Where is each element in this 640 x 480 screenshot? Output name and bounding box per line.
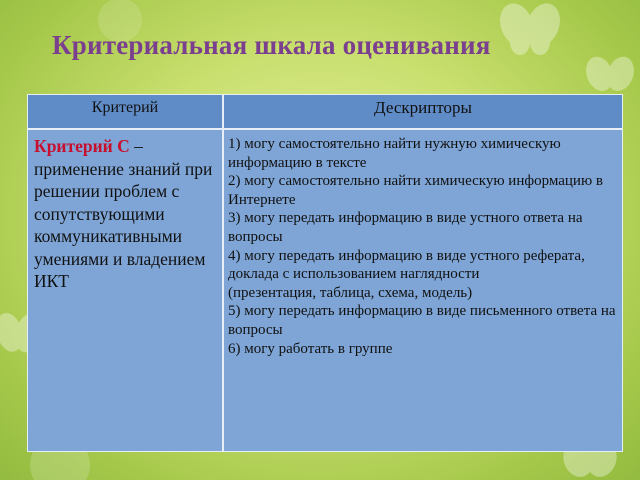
header-descriptors: Дескрипторы — [224, 95, 622, 128]
criterion-text: – применение знаний при решении проблем с сопутствующими коммуникативными умениями и владением ИКТ — [34, 136, 213, 291]
page-title: Критериальная шкала оценивания — [52, 30, 491, 60]
descriptor-item: 1) могу самостоятельно найти нужную химическую информацию в тексте — [228, 136, 561, 171]
descriptor-item: 2) могу самостоятельно найти химическую информацию в Интернете — [228, 173, 603, 208]
descriptors-cell — [228, 135, 620, 358]
descriptor-item: 4) могу передать информацию в виде устного реферата, доклада с использованием наглядности — [228, 247, 585, 283]
descriptor-item: 3) могу передать информацию в виде устного ответа на вопросы — [228, 210, 583, 245]
descriptor-item: (презентация, таблица, схема, модель) — [228, 284, 473, 301]
header-divider — [28, 128, 622, 130]
header-criterion: Критерий — [28, 95, 222, 128]
descriptor-item: 6) могу работать в группе — [228, 340, 393, 357]
criterion-cell — [34, 135, 222, 293]
criterion-name: Критерий С — [34, 136, 130, 156]
criteria-table — [27, 94, 623, 452]
column-divider — [222, 95, 224, 451]
descriptor-item: 5) могу передать информацию в виде письменного ответа на вопросы — [228, 303, 616, 338]
